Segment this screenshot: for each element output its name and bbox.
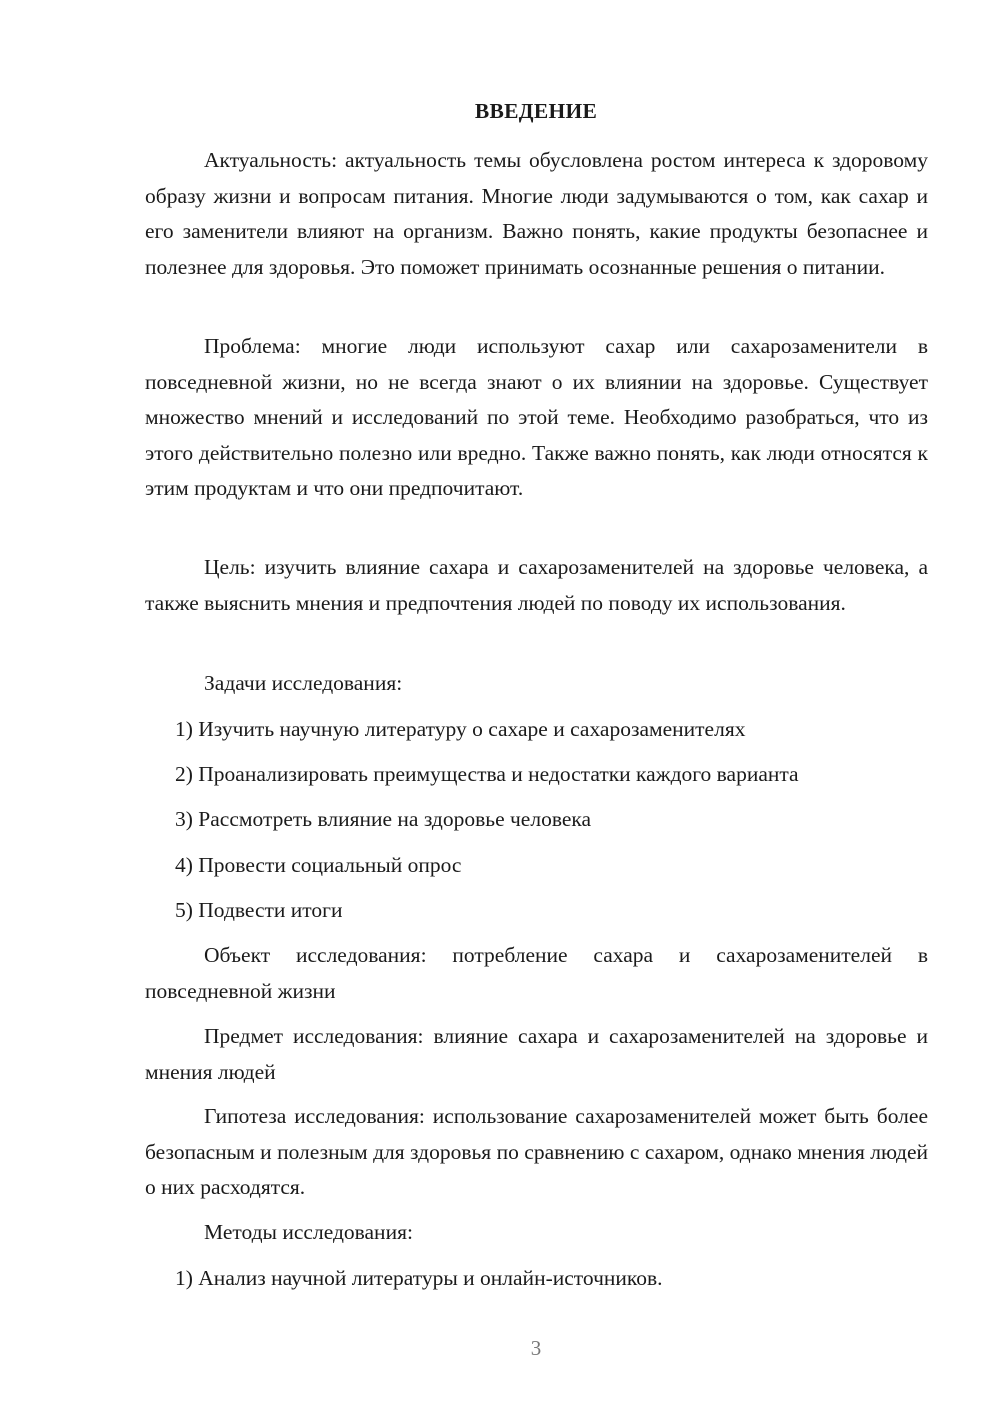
subject-paragraph: Предмет исследования: влияние сахара и сахарозаменителей на здоровье и мнения людей <box>145 1024 928 1084</box>
task-item-4: 4) Провести социальный опрос <box>175 853 462 877</box>
methods-heading: Методы исследования: <box>204 1220 413 1244</box>
task-item-2: 2) Проанализировать преимущества и недостатки каждого варианта <box>175 762 799 786</box>
goal-paragraph: Цель: изучить влияние сахара и сахарозаменителей на здоровье человека, а также выяснить мнения и предпочтения людей по поводу их использования. <box>145 555 928 615</box>
relevance-paragraph: Актуальность: актуальность темы обусловлена ростом интереса к здоровому образу жизни и вопросам питания. Многие люди задумываются о том, как сахар и его заменители влияют на организм. Важно понять, какие продукты безопаснее и полезнее для здоровья. Это поможет принимать осознанные решения о питании. <box>145 148 928 279</box>
section-heading: ВВЕДЕНИЕ <box>474 99 598 123</box>
hypothesis-paragraph: Гипотеза исследования: использование сахарозаменителей может быть более безопасным и полезным для здоровья по сравнению с сахаром, однако мнения людей о них расходятся. <box>145 1104 928 1199</box>
page-number: 3 <box>530 1336 542 1360</box>
task-item-1: 1) Изучить научную литературу о сахаре и сахарозаменителях <box>175 717 746 741</box>
problem-paragraph: Проблема: многие люди используют сахар или сахарозаменители в повседневной жизни, но не всегда знают о их влиянии на здоровье. Существует множество мнений и исследований по этой теме. Необходимо разобраться, что из этого действительно полезно или вредно. Также важно понять, как люди относятся к этим продуктам и что они предпочитают. <box>145 334 928 500</box>
task-item-5: 5) Подвести итоги <box>175 898 343 922</box>
method-item-1: 1) Анализ научной литературы и онлайн-источников. <box>175 1266 663 1290</box>
tasks-heading: Задачи исследования: <box>204 671 403 695</box>
object-paragraph: Объект исследования: потребление сахара и сахарозаменителей в повседневной жизни <box>145 943 928 1003</box>
task-item-3: 3) Рассмотреть влияние на здоровье человека <box>175 807 592 831</box>
